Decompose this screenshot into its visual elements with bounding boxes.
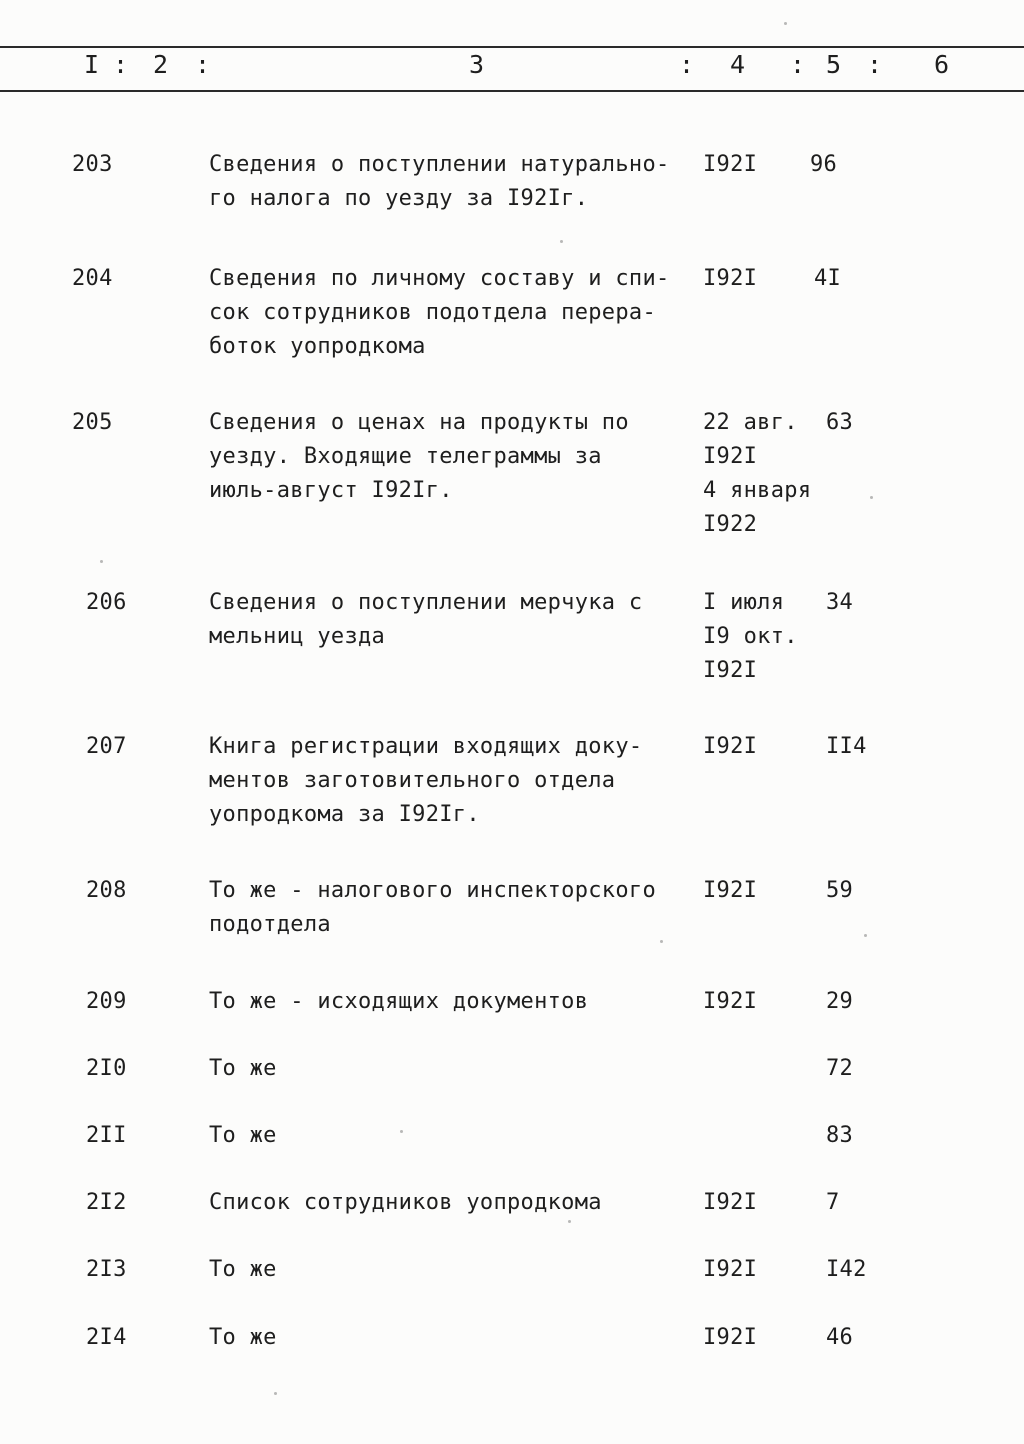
case-dates (703, 1321, 813, 1355)
case-dates (703, 874, 813, 908)
title-line: То же (209, 1257, 277, 1282)
title-line: То же (209, 1056, 277, 1081)
case-dates (703, 262, 813, 296)
title-line: го налога по уезду за I92Iг. (209, 186, 589, 211)
title-line: Сведения о поступлении натурально- (209, 152, 670, 177)
title-line: уопродкома за I92Iг. (209, 802, 480, 827)
title-line: Сведения по личному составу и спи- (209, 266, 670, 291)
case-dates (703, 985, 813, 1019)
date-line: I июля (703, 590, 785, 615)
case-number: 2I3 (86, 1257, 127, 1282)
title-line: То же - исходящих документов (209, 989, 589, 1014)
title-line: июль-август I92Iг. (209, 478, 453, 503)
case-title (209, 985, 689, 1019)
case-title (209, 1321, 689, 1355)
sheet-count: 72 (826, 1056, 854, 1081)
sheet-count: 59 (826, 878, 854, 903)
header-sep-1: : (113, 50, 129, 79)
header-top-rule (0, 46, 1024, 48)
scan-speck (568, 1220, 571, 1223)
case-dates (703, 730, 813, 764)
date-line: I92I (703, 658, 758, 683)
date-line: I92I (703, 734, 758, 759)
case-title (209, 1253, 689, 1287)
scan-speck (660, 940, 663, 943)
title-line: боток уопродкома (209, 334, 426, 359)
date-line: I92I (703, 1190, 758, 1215)
header-col-3: 3 (469, 50, 485, 79)
sheet-count: 34 (826, 590, 854, 615)
title-line: Сведения о ценах на продукты по (209, 410, 629, 435)
case-number: 2I2 (86, 1190, 127, 1215)
date-line: 22 авг. (703, 410, 798, 435)
sheet-count: I42 (826, 1257, 867, 1282)
title-line: уезду. Входящие телеграммы за (209, 444, 602, 469)
header-bottom-rule (0, 90, 1024, 92)
scan-speck (784, 22, 787, 25)
header-sep-2: : (195, 50, 211, 79)
case-number: 205 (72, 410, 113, 435)
scan-speck (274, 1392, 277, 1395)
title-line: То же (209, 1123, 277, 1148)
case-number: 208 (86, 878, 127, 903)
case-number: 204 (72, 266, 113, 291)
header-sep-3: : (679, 50, 695, 79)
case-number: 207 (86, 734, 127, 759)
case-number: 2II (86, 1123, 127, 1148)
header-sep-4: : (790, 50, 806, 79)
case-title (209, 874, 689, 942)
header-sep-5: : (867, 50, 883, 79)
scan-speck (870, 496, 873, 499)
sheet-count: 46 (826, 1325, 854, 1350)
case-number: 203 (72, 152, 113, 177)
case-number: 206 (86, 590, 127, 615)
case-title (209, 1119, 689, 1153)
date-line: 4 января (703, 478, 812, 503)
case-title (209, 406, 689, 508)
sheet-count: 96 (810, 152, 838, 177)
title-line: То же (209, 1325, 277, 1350)
title-line: Сведения о поступлении мерчука с (209, 590, 643, 615)
case-dates (703, 1186, 813, 1220)
header-col-1: I (84, 50, 100, 79)
case-title (209, 148, 689, 216)
sheet-count: 4I (814, 266, 842, 291)
header-col-4: 4 (730, 50, 746, 79)
date-line: I922 (703, 512, 758, 537)
sheet-count: 63 (826, 410, 854, 435)
title-line: сок сотрудников подотдела перера- (209, 300, 656, 325)
title-line: Список сотрудников уопродкома (209, 1190, 602, 1215)
sheet-count: 29 (826, 989, 854, 1014)
date-line: I92I (703, 989, 758, 1014)
case-title (209, 262, 689, 364)
case-title (209, 1186, 689, 1220)
case-title (209, 730, 689, 832)
case-dates (703, 148, 813, 182)
date-line: I92I (703, 1257, 758, 1282)
case-dates (703, 406, 813, 542)
scan-speck (400, 1130, 403, 1133)
date-line: I92I (703, 152, 758, 177)
case-title (209, 586, 689, 654)
header-col-6: 6 (934, 50, 950, 79)
date-line: I92I (703, 878, 758, 903)
sheet-count: 7 (826, 1190, 840, 1215)
title-line: То же - налогового инспекторского (209, 878, 656, 903)
sheet-count: 83 (826, 1123, 854, 1148)
sheet-count: II4 (826, 734, 867, 759)
title-line: подотдела (209, 912, 331, 937)
date-line: I92I (703, 1325, 758, 1350)
case-number: 2I4 (86, 1325, 127, 1350)
case-number: 209 (86, 989, 127, 1014)
case-number: 2I0 (86, 1056, 127, 1081)
title-line: Книга регистрации входящих доку- (209, 734, 643, 759)
scan-speck (864, 934, 867, 937)
date-line: I92I (703, 266, 758, 291)
header-col-2: 2 (153, 50, 169, 79)
case-title (209, 1052, 689, 1086)
scan-speck (560, 240, 563, 243)
case-dates (703, 1253, 813, 1287)
scan-speck (100, 560, 103, 563)
case-dates (703, 586, 813, 688)
date-line: I9 окт. (703, 624, 798, 649)
title-line: мельниц уезда (209, 624, 386, 649)
header-col-5: 5 (826, 50, 842, 79)
title-line: ментов заготовительного отдела (209, 768, 616, 793)
date-line: I92I (703, 444, 758, 469)
